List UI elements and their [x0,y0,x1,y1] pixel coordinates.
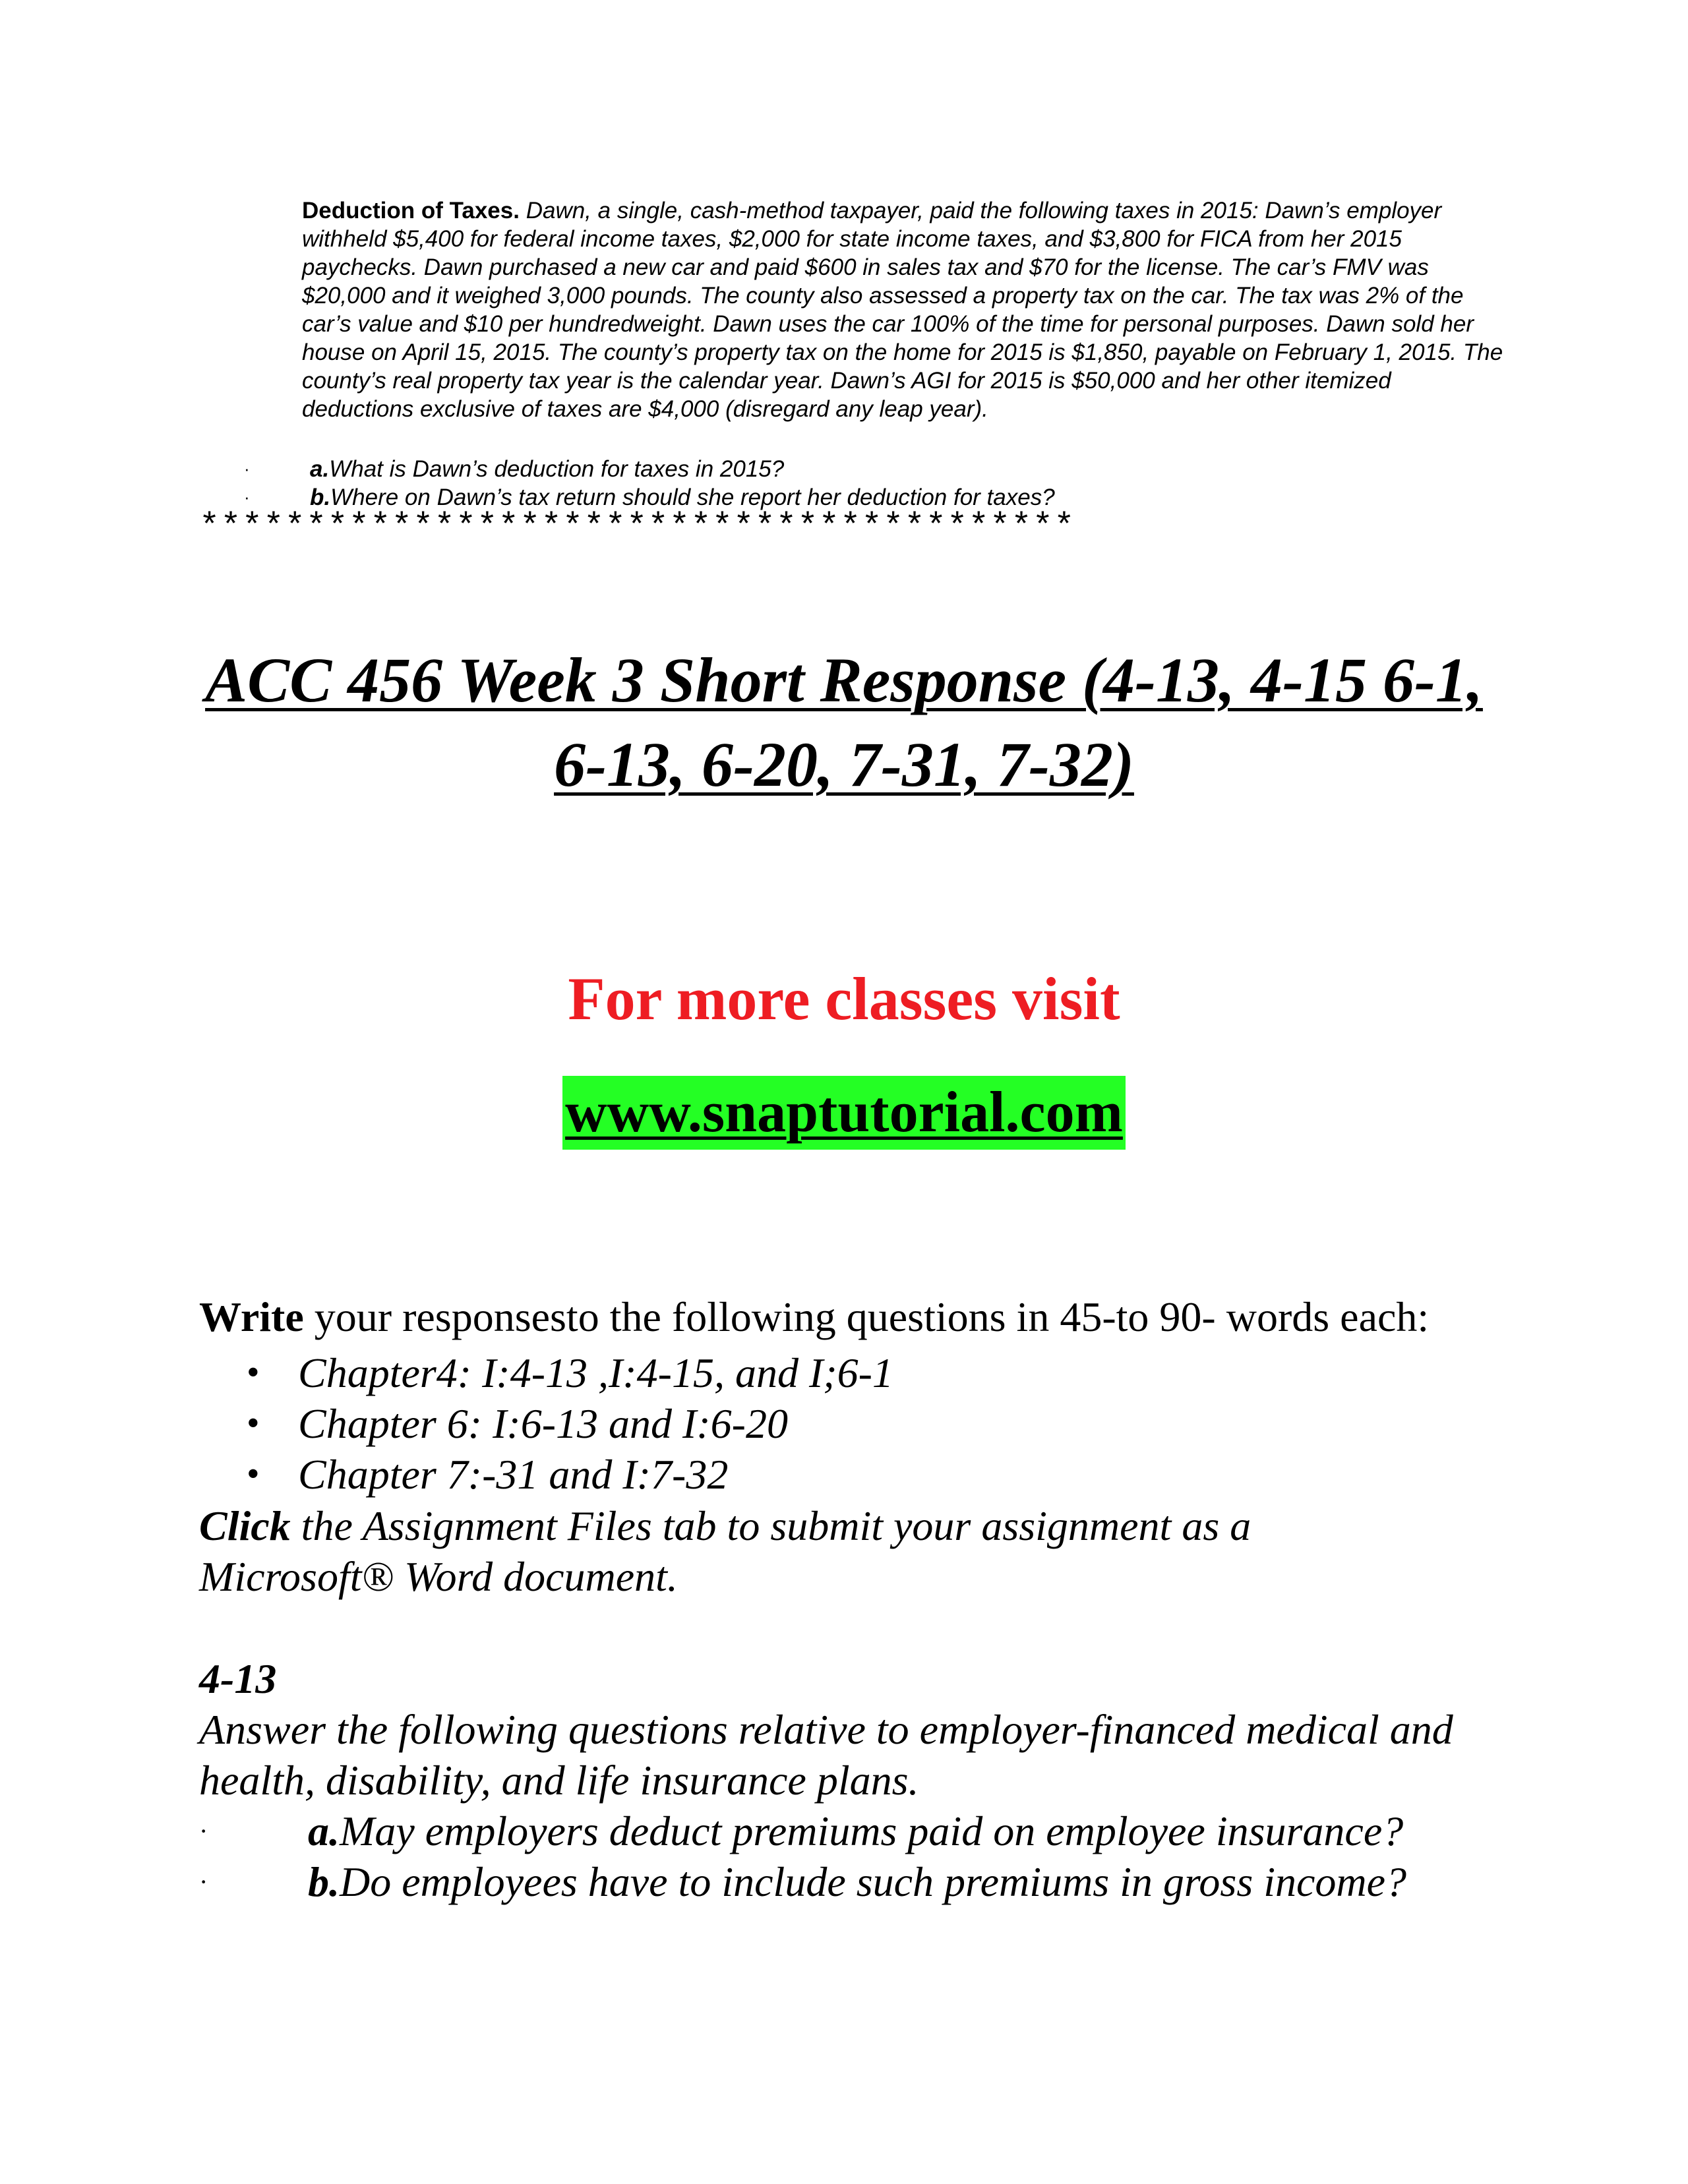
list-item [199,1449,1518,1500]
question-text: Answer the following questions relative to employer-financed medical and health, disability, and life insurance plans. [199,1706,1453,1804]
bullet-dot: • [247,1454,260,1494]
bullet-dot: · [199,1816,208,1846]
bullet-dot: · [199,1867,208,1897]
question-subitem-a [199,1806,1584,1856]
subquestion-letter: b. [310,485,331,510]
instructions-rest: your responsesto the following questions in 45-to 90- words each: [303,1293,1430,1340]
chapter-text: Chapter4: I:4-13 ,I:4-15, and I;6-1 [298,1349,893,1396]
subquestion-text: Where on Dawn’s tax return should she report her deduction for taxes? [330,485,1055,510]
chapter-text: Chapter 6: I:6-13 and I:6-20 [298,1400,788,1447]
problem-body: Dawn, a single, cash-method taxpayer, paid the following taxes in 2015: Dawn’s employer withheld $5,400 for federal income taxes, $2,000 for state income taxes, and $3,800 for FICA from her 2015 paychecks. Dawn purchased a new car and paid $600 in sales tax and $70 for the license. The car’s FMV was $20,000 and it weighed 3,000 pounds. The county also assessed a property tax on the car. The tax was 2% of the car’s value and $10 per hundredweight. Dawn uses the car 100% of the time for personal purposes. Dawn sold her house on April 15, 2015. The county’s property tax on the home for 2015 is $1,850, payable on February 1, 2015. The county’s real property tax year is the calendar year. Dawn’s AGI for 2015 is $50,000 and her other itemized deductions exclusive of taxes are $4,000 (disregard any leap year). [302,198,1503,422]
subquestion-letter: a. [310,456,330,482]
instructions-line [199,1292,1584,1342]
subitem-letter: b. [308,1858,340,1905]
subquestion-text: What is Dawn’s deduction for taxes in 2015? [329,456,785,482]
subitem-text: May employers deduct premiums paid on employee insurance? [340,1808,1404,1854]
asterisk-separator: ***************************************** [199,508,1075,546]
list-item [199,1398,1518,1449]
list-item [199,1347,1518,1398]
promo-visit-text: For more classes visit [568,965,1120,1032]
bullet-dot: • [247,1403,260,1444]
chapter-list [199,1347,1518,1500]
submit-rest: the Assignment Files tab to submit your assignment as a Microsoft® Word document. [199,1502,1251,1600]
problem-lead: Deduction of Taxes. [302,198,520,223]
submit-lead: Click [199,1502,291,1549]
bullet-dot: · [244,487,250,507]
subitem-letter: a. [308,1808,340,1854]
bullet-dot: • [247,1352,260,1393]
question-subitem-b [199,1856,1584,1907]
problem-subquestion-a [244,455,785,483]
question-number: 4-13 [199,1655,277,1702]
bullet-dot: · [244,459,250,479]
submit-instructions [199,1500,1452,1602]
subitem-text: Do employees have to include such premiums in gross income? [340,1858,1407,1905]
chapter-text: Chapter 7:-31 and I:7-32 [298,1451,729,1498]
page-title: ACC 456 Week 3 Short Response (4-13, 4-15 6-1, 6-13, 6-20, 7-31, 7-32) [205,645,1483,800]
promo-site-link[interactable]: www.snaptutorial.com [562,1076,1126,1150]
promo-site-wrapper [0,1076,1688,1150]
instructions-lead: Write [199,1293,304,1340]
problem-statement [302,196,1509,423]
